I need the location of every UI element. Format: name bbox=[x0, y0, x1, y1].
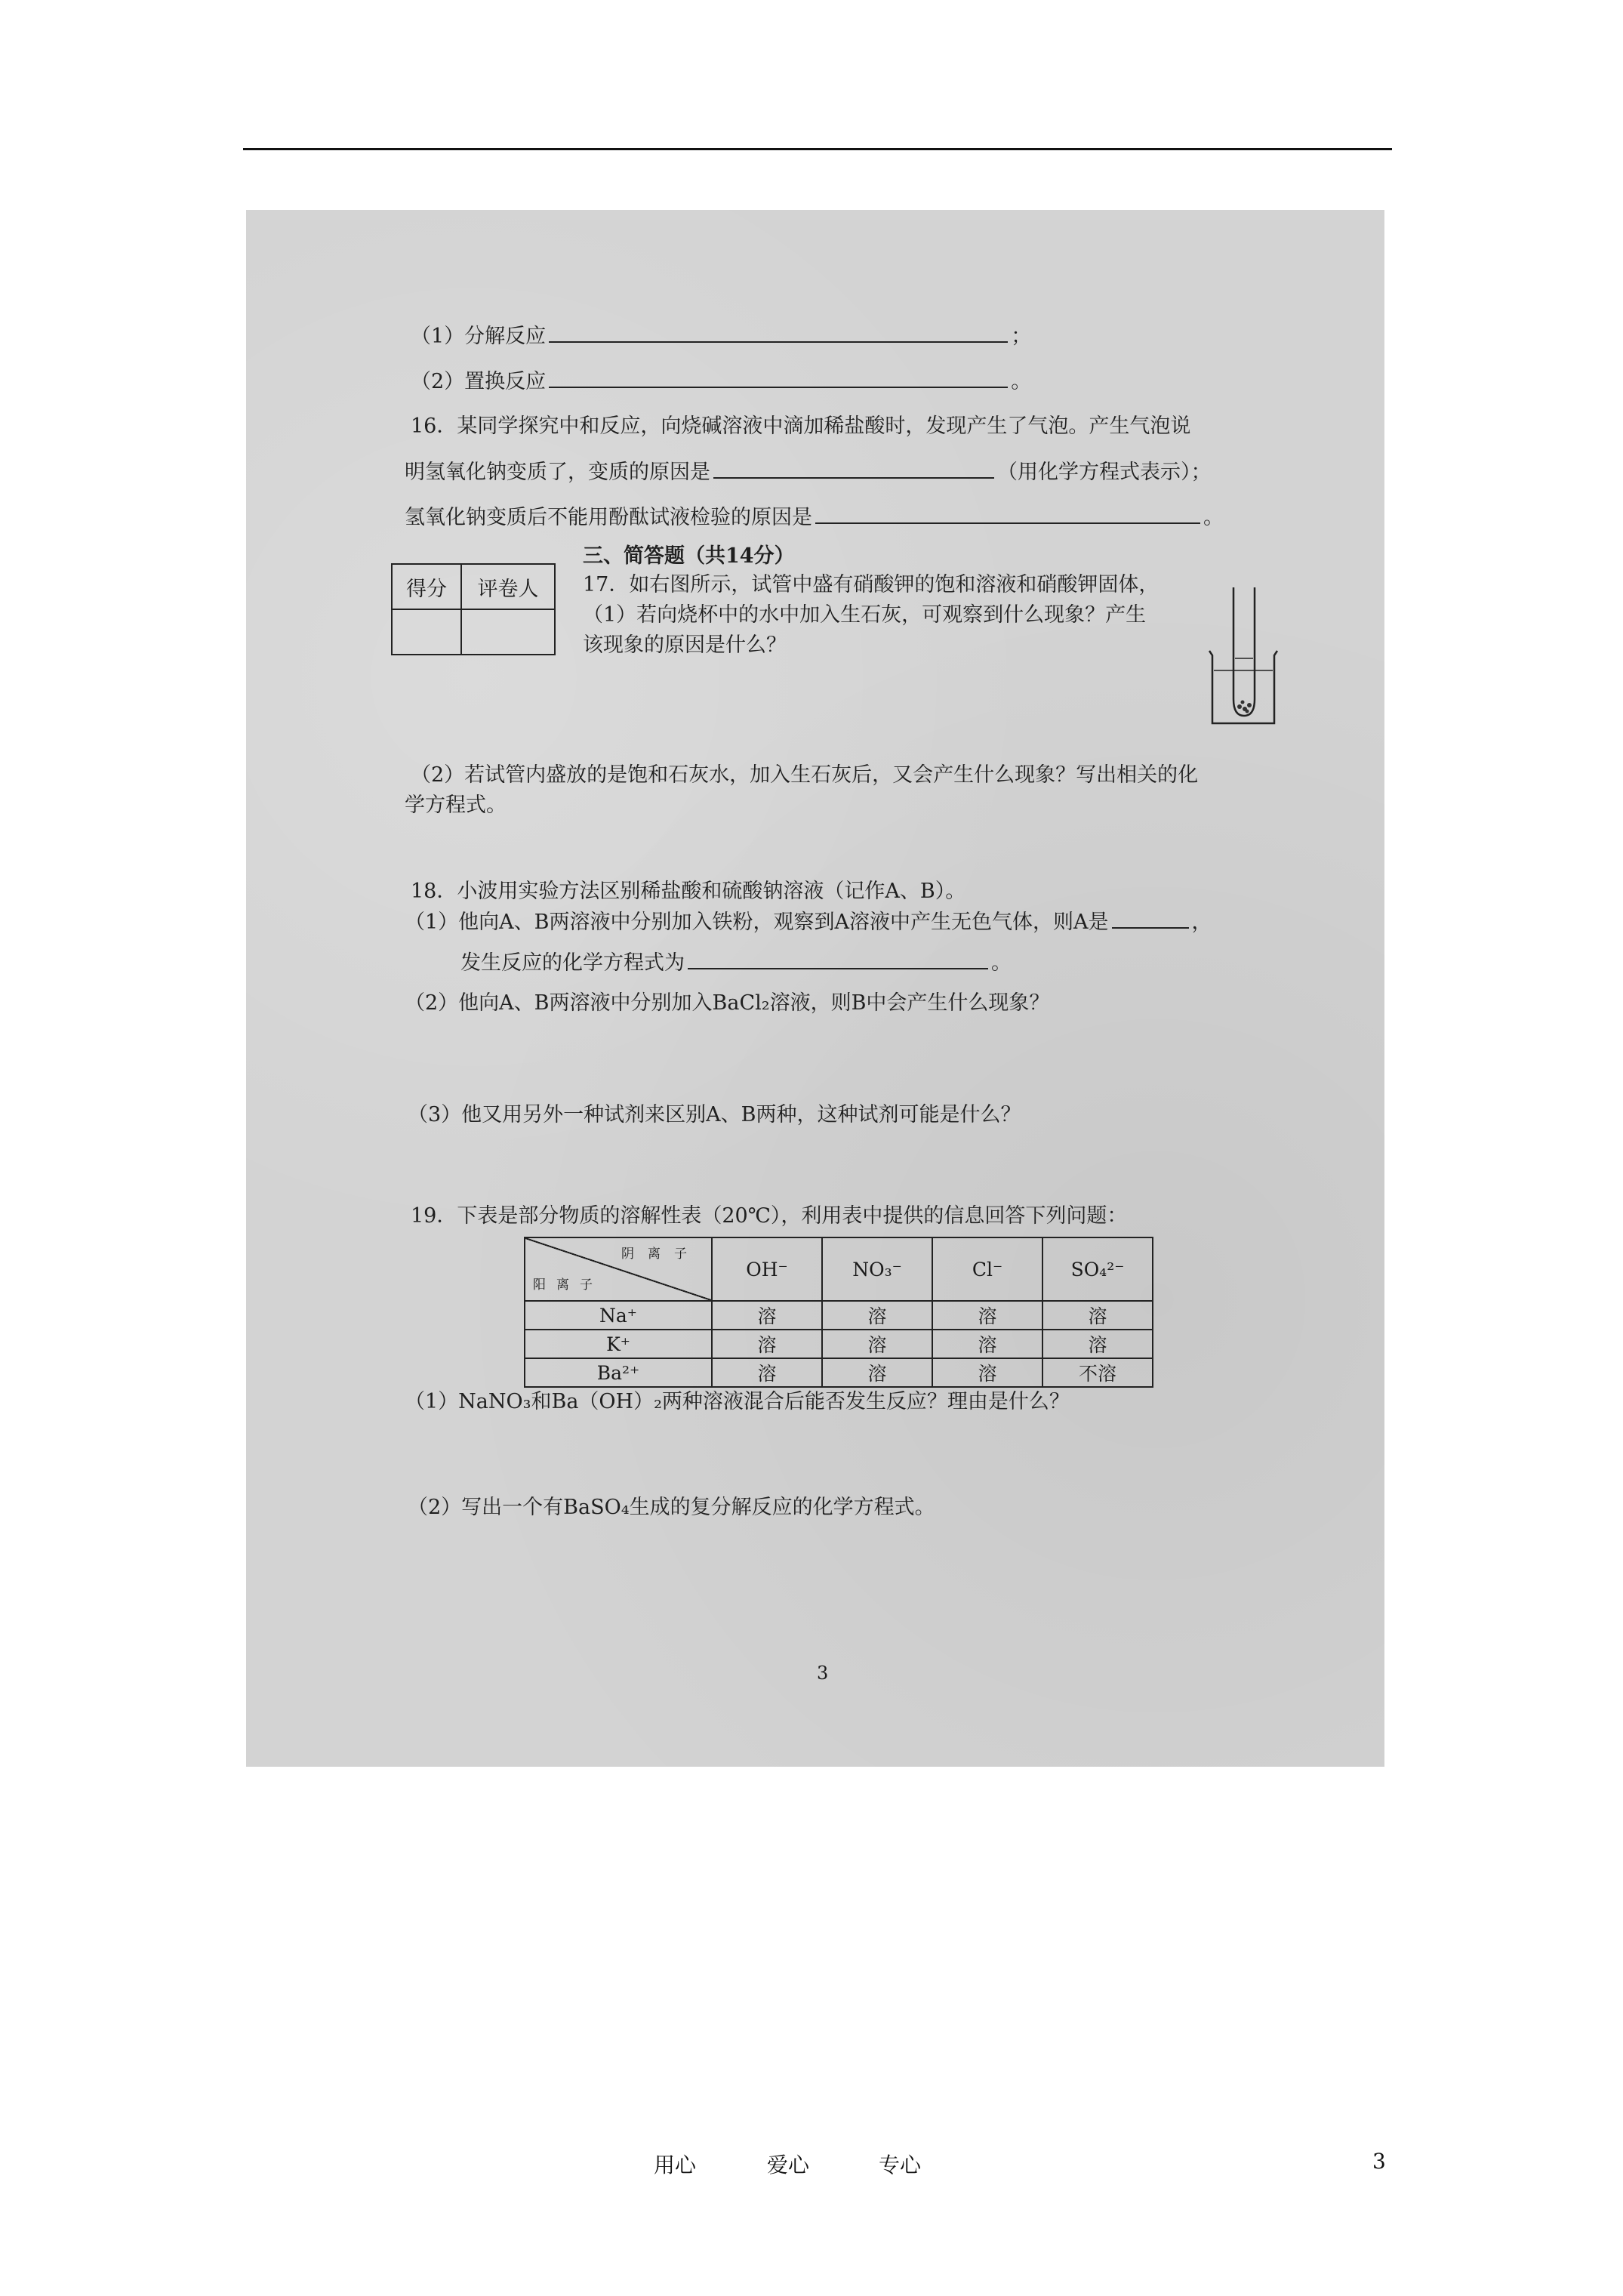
corner-cation-label: 阳离子 bbox=[533, 1277, 603, 1293]
footer-slogan-3: 专心 bbox=[879, 2153, 922, 2177]
beaker-test-tube-diagram bbox=[1205, 586, 1280, 729]
anion-header: Cl⁻ bbox=[932, 1237, 1042, 1301]
q17-line3: 该现象的原因是什么？ bbox=[583, 633, 787, 657]
q18-line5: （3）他又用另外一种试剂来区别A、B两种，这种试剂可能是什么？ bbox=[408, 1103, 1021, 1126]
cation-label: Ba²⁺ bbox=[525, 1358, 712, 1387]
table-cell: 溶 bbox=[932, 1330, 1042, 1358]
table-cell: 溶 bbox=[932, 1301, 1042, 1330]
q16-line3: 氢氧化钠变质后不能用酚酞试液检验的原因是 。 bbox=[405, 506, 1224, 529]
q19-intro: 19．下表是部分物质的溶解性表（20℃），利用表中提供的信息回答下列问题： bbox=[411, 1204, 1128, 1228]
grader-label: 评卷人 bbox=[461, 564, 555, 609]
footer-page-number: 3 bbox=[1372, 2149, 1386, 2174]
footer-slogan-1: 用心 bbox=[654, 2153, 697, 2177]
score-box bbox=[391, 563, 556, 655]
cation-label: K⁺ bbox=[525, 1330, 712, 1358]
q16-line2: 明氢氧化钠变质了，变质的原因是 （用化学方程式表示）； bbox=[405, 461, 1212, 484]
q17-line4: （2）若试管内盛放的是饱和石灰水，加入生石灰后，又会产生什么现象？写出相关的化 bbox=[411, 763, 1199, 787]
q16-line1: 16．某同学探究中和反应，向烧碱溶液中滴加稀盐酸时，发现产生了气泡。产生气泡说 bbox=[411, 415, 1191, 438]
potassium-nitrate-solid bbox=[1237, 701, 1252, 713]
table-cell: 溶 bbox=[1042, 1330, 1153, 1358]
section-title: 三、简答题（共14分） bbox=[583, 544, 795, 568]
q18-line2: （1）他向A、B两溶液中分别加入铁粉，观察到A溶液中产生无色气体，则A是 ， bbox=[405, 911, 1212, 934]
table-row bbox=[525, 1358, 1153, 1387]
score-label: 得分 bbox=[392, 564, 461, 609]
grader-cell[interactable] bbox=[461, 609, 555, 655]
q17-line2: （1）若向烧杯中的水中加入生石灰，可观察到什么现象？产生 bbox=[583, 603, 1147, 627]
scanned-exam-page bbox=[246, 210, 1384, 1767]
q18-line4: （2）他向A、B两溶液中分别加入BaCl₂溶液，则B中会产生什么现象？ bbox=[405, 991, 1050, 1015]
beaker bbox=[1209, 651, 1277, 723]
q18-line1: 18．小波用实验方法区别稀盐酸和硫酸钠溶液（记作A、B）。 bbox=[411, 880, 966, 903]
table-cell: 溶 bbox=[712, 1301, 822, 1330]
table-cell: 溶 bbox=[932, 1358, 1042, 1387]
table-cell: 溶 bbox=[712, 1358, 822, 1387]
table-cell: 溶 bbox=[822, 1330, 932, 1358]
score-cell[interactable] bbox=[392, 609, 461, 655]
anion-header: OH⁻ bbox=[712, 1237, 822, 1301]
q19-question1: （1）NaNO₃和Ba（OH）₂两种溶液混合后能否发生反应？理由是什么？ bbox=[405, 1390, 1070, 1413]
table-corner bbox=[525, 1237, 712, 1301]
anion-header: NO₃⁻ bbox=[822, 1237, 932, 1301]
table-row bbox=[525, 1330, 1153, 1358]
table-cell: 溶 bbox=[1042, 1301, 1153, 1330]
q18-line3: 发生反应的化学方程式为 。 bbox=[460, 951, 1012, 975]
corner-anion-label: 阴离子 bbox=[621, 1247, 701, 1262]
table-cell: 溶 bbox=[822, 1358, 932, 1387]
anion-header: SO₄²⁻ bbox=[1042, 1237, 1153, 1301]
table-cell: 溶 bbox=[712, 1330, 822, 1358]
q19-question2: （2）写出一个有BaSO₄生成的复分解反应的化学方程式。 bbox=[408, 1496, 935, 1519]
header-rule bbox=[243, 148, 1392, 150]
q15-item1: （1）分解反应 ； bbox=[411, 325, 1032, 348]
table-row bbox=[525, 1301, 1153, 1330]
scan-page-number: 3 bbox=[817, 1663, 829, 1684]
table-cell: 溶 bbox=[822, 1301, 932, 1330]
test-tube bbox=[1233, 587, 1255, 716]
solubility-table bbox=[524, 1237, 1153, 1388]
q17-line1: 17．如右图所示，试管中盛有硝酸钾的饱和溶液和硝酸钾固体， bbox=[583, 573, 1160, 596]
table-cell: 不溶 bbox=[1042, 1358, 1153, 1387]
q17-line5: 学方程式。 bbox=[405, 794, 507, 817]
cation-label: Na⁺ bbox=[525, 1301, 712, 1330]
footer-slogan-2: 爱心 bbox=[767, 2153, 810, 2177]
q15-item2: （2）置换反应 。 bbox=[411, 370, 1032, 393]
